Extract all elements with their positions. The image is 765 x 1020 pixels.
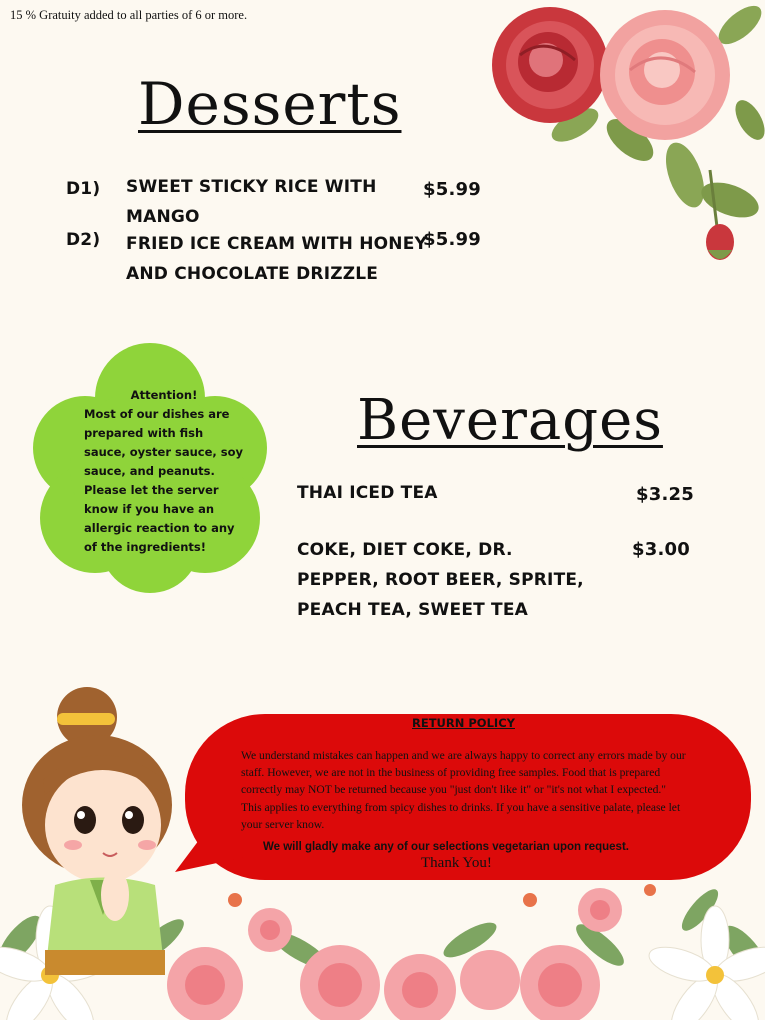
- beverage-name-line2: PEPPER, ROOT BEER, SPRITE,: [297, 570, 584, 590]
- beverages-title: Beverages: [357, 388, 663, 453]
- vegetarian-note: We will gladly make any of our selections vegetarian upon request.: [263, 841, 629, 853]
- attention-note: [84, 386, 244, 557]
- dessert-price: $5.99: [423, 229, 481, 250]
- beverage-price: $3.00: [632, 539, 690, 560]
- beverage-name-line1: COKE, DIET COKE, DR.: [297, 540, 513, 560]
- dessert-name-line2: AND CHOCOLATE DRIZZLE: [126, 264, 379, 284]
- dessert-name: SWEET STICKY RICE WITH MANGO: [126, 177, 377, 227]
- dessert-price: $5.99: [423, 179, 481, 200]
- desserts-title: Desserts: [138, 70, 402, 138]
- dessert-code: D2): [66, 230, 101, 250]
- attention-title: Attention!: [130, 388, 198, 402]
- attention-body: Most of our dishes are prepared with fish sauce, oyster sauce, soy sauce, and peanuts. Please let the server know if you have an allergic reaction to any of the ingredients!: [84, 407, 244, 554]
- thai-girl-illustration: [15, 685, 185, 985]
- rose-bouquet-illustration: [480, 0, 765, 270]
- thank-you: Thank You!: [421, 855, 492, 871]
- return-policy-body: We understand mistakes can happen and we are always happy to correct any errors made by our staff. However, we are not in the business of providing free samples. Food that is prepared correctly may NOT be returned because you "just don't like it" or "it's not what I expected." This applies to everything from spicy dishes to drinks. If you have a sensitive palate, please let your server know.: [241, 749, 686, 831]
- dessert-code: D1): [66, 179, 101, 199]
- beverage-name-line3: PEACH TEA, SWEET TEA: [297, 600, 529, 620]
- beverage-price: $3.25: [636, 484, 694, 505]
- beverage-name: THAI ICED TEA: [297, 483, 438, 503]
- gratuity-note: 15 % Gratuity added to all parties of 6 or more.: [10, 8, 248, 22]
- return-policy-title: RETURN POLICY: [412, 716, 515, 730]
- dessert-name-line1: FRIED ICE CREAM WITH HONEY: [126, 234, 428, 254]
